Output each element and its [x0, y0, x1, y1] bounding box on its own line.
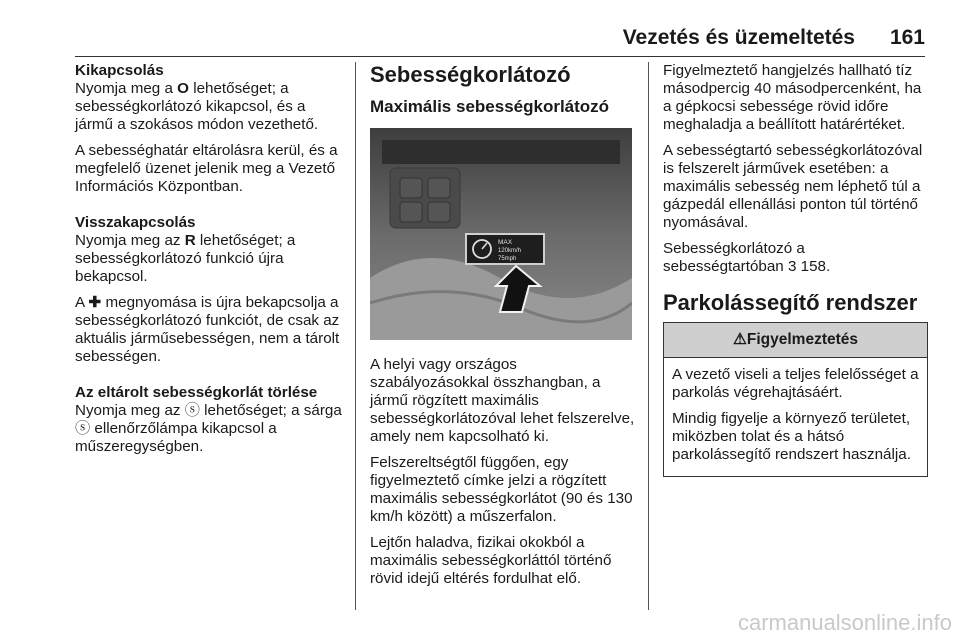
warning-box [663, 322, 928, 477]
text: ellenőrzőlámpa kikapcsol a műszeregységben. [75, 420, 277, 455]
text: lehetőséget; a sebességkorlátozó funkció újra bekapcsol. [75, 232, 296, 285]
text: lehetőséget; a sárga [199, 402, 342, 419]
text: Sebességkorlátozó a sebességtartóban [663, 240, 805, 275]
watermark: carmanualsonline.info [737, 610, 952, 635]
text: Nyomja meg az [75, 232, 185, 249]
subheading-torles: Az eltárolt sebességkorlát törlése [75, 384, 318, 401]
text: megnyomása is újra bekapcsolja a sebességkorlátozó funkciót, de csak az aktuális járműsebességen, nem a tárolt sebességen. [75, 294, 340, 365]
paragraph: A helyi vagy országos szabályozásokkal összhangban, a jármű rögzített maximális sebességkorlátozóval lehet felszerelve, amely nem kapcsolható ki. [370, 356, 635, 445]
page-reference-link[interactable]: 3 158. [787, 258, 831, 275]
subheading-kikapcsolas: Kikapcsolás [75, 62, 164, 79]
off-glyph-icon: O [177, 80, 189, 97]
paragraph [75, 402, 347, 456]
sticker-text-3: 75mph [498, 256, 517, 262]
column-divider [355, 62, 356, 610]
paragraph: Lejtőn haladva, fizikai okokból a maximális sebességkorláttól történő rövid idejű eltérés fordulhat elő. [370, 534, 612, 587]
warning-icon: ⚠ [732, 331, 747, 348]
column-1 [75, 62, 347, 464]
warning-header [664, 323, 927, 358]
plus-icon: ✚ [88, 294, 102, 311]
text: Nyomja meg az [75, 402, 185, 419]
column-3 [663, 62, 928, 477]
heading-sebessegkorlatozo: Sebességkorlátozó [370, 62, 571, 87]
paragraph [75, 232, 347, 286]
text: A [75, 294, 89, 311]
subheading-maximalis: Maximális sebességkorlátozó [370, 97, 610, 116]
text: lehetőséget; a sebességkorlátozó kikapcsol, és a jármű a szokásos módon vezethető. [75, 80, 319, 133]
page-header [75, 26, 925, 57]
sticker-text-1: MAX [498, 239, 513, 246]
paragraph [75, 80, 347, 134]
text: Nyomja meg a [75, 80, 178, 97]
page-number: 161 [889, 26, 925, 49]
dashboard-illustration [370, 128, 632, 340]
dashboard-figure [370, 128, 632, 340]
warning-title: Figyelmeztetés [746, 331, 859, 348]
paragraph [75, 294, 347, 366]
subheading-visszakapcsolas: Visszakapcsolás [75, 214, 196, 231]
paragraph: A sebességtartó sebességkorlátozóval is felszerelt járművek esetében: a maximális sebesség nem léphető túl a gázpedál ellenállási ponton túl történő nyomásával. [663, 142, 923, 231]
paragraph: Mindig figyelje a környező területet, miközben tolat és a hátsó parkolássegítő rendszert használja. [672, 410, 911, 463]
paragraph: Felszereltségtől függően, egy figyelmeztető címke jelzi a rögzített maximális sebességkorlátot (90 és 130 km/h között) a műszerfalon. [370, 454, 633, 525]
resume-glyph-icon: R [184, 232, 196, 249]
section-title: Vezetés és üzemeltetés [622, 26, 855, 49]
column-divider [648, 62, 649, 610]
warning-body [664, 358, 927, 476]
speed-limiter-icon: ⓢ [75, 420, 91, 437]
sticker-text-2: 120km/h [498, 248, 522, 254]
paragraph: Figyelmeztető hangjelzés hallható tíz másodpercig 40 másodpercenként, ha a gépkocsi sebessége rövid időre meghaladja a beállított határértéket. [663, 62, 922, 133]
column-2 [370, 62, 636, 596]
heading-parkolassegito: Parkolássegítő rendszer [663, 290, 918, 315]
paragraph: A vezető viseli a teljes felelősséget a parkolás végrehajtásáért. [672, 366, 919, 401]
speed-limiter-icon: ⓢ [184, 402, 200, 419]
paragraph [663, 240, 928, 276]
paragraph: A sebességhatár eltárolásra kerül, és a megfelelő üzenet jelenik meg a Vezető Információs Központban. [75, 142, 338, 195]
